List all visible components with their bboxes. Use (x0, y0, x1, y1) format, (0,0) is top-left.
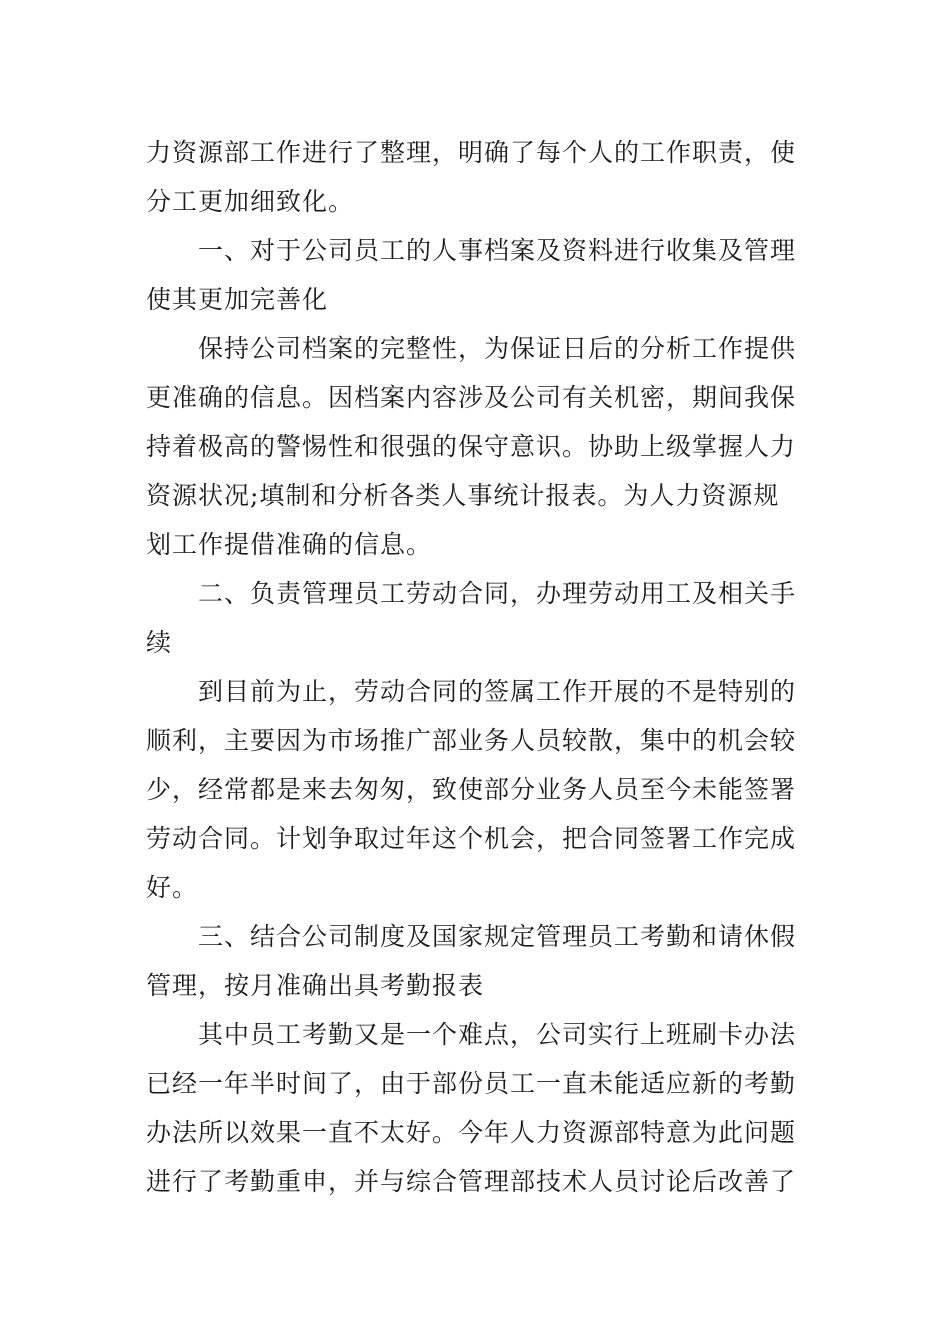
text-line: 持着极高的警惕性和很强的保守意识。协助上级掌握人力 (146, 432, 797, 461)
text-line: 办法所以效果一直不太好。今年人力资源部特意为此问题 (146, 1118, 797, 1147)
document-body (146, 128, 797, 1206)
text-line: 划工作提借准确的信息。 (146, 530, 433, 559)
section-heading-line: 二、负责管理员工劳动合同，办理劳动用工及相关手 (146, 579, 797, 608)
text-line: 力资源部工作进行了整理，明确了每个人的工作职责，使 (146, 138, 797, 167)
text-line: 少，经常都是来去匆匆，致使部分业务人员至今未能签署 (146, 775, 797, 804)
text-line: 好。 (146, 873, 199, 902)
text-line: 到目前为止，劳动合同的签属工作开展的不是特别的 (146, 677, 797, 706)
section-heading-line: 管理，按月准确出具考勤报表 (146, 971, 485, 1000)
text-line: 其中员工考勤又是一个难点，公司实行上班刷卡办法 (146, 1020, 797, 1049)
text-line: 进行了考勤重申，并与综合管理部技术人员讨论后改善了 (146, 1167, 797, 1196)
section-heading-line: 续 (146, 628, 173, 657)
section-heading-line: 一、对于公司员工的人事档案及资料进行收集及管理 (146, 236, 797, 265)
section-heading-line: 三、结合公司制度及国家规定管理员工考勤和请休假 (146, 922, 797, 951)
text-line: 资源状况;填制和分析各类人事统计报表。为人力资源规 (146, 481, 780, 510)
text-line: 顺利，主要因为市场推广部业务人员较散，集中的机会较 (146, 726, 797, 755)
text-line: 已经一年半时间了，由于部份员工一直未能适应新的考勤 (146, 1069, 797, 1098)
text-line: 保持公司档案的完整性，为保证日后的分析工作提供 (146, 334, 797, 363)
text-line: 更准确的信息。因档案内容涉及公司有关机密，期间我保 (146, 383, 797, 412)
section-heading-line: 使其更加完善化 (146, 285, 329, 314)
text-line: 劳动合同。计划争取过年这个机会，把合同签署工作完成 (146, 824, 797, 853)
text-line: 分工更加细致化。 (146, 187, 355, 216)
